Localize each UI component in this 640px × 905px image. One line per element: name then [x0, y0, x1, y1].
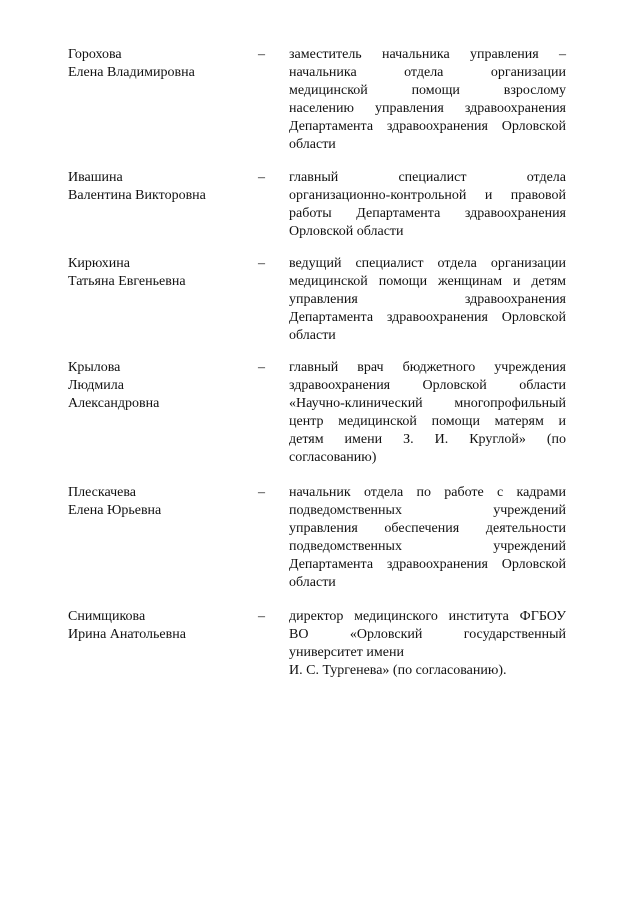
member-position — [289, 484, 566, 592]
position-line: ВО «Орловский государственный — [289, 627, 566, 642]
position-line: управления обеспечения деятельности — [289, 521, 566, 536]
position-line: университет имени — [289, 645, 404, 660]
member-position — [289, 46, 566, 154]
position-line: согласованию) — [289, 450, 377, 465]
position-line: детям имени З. И. Круглой» (по — [289, 432, 566, 447]
position-line: здравоохранения Орловской области — [289, 378, 566, 393]
position-line: подведомственных учреждений — [289, 503, 566, 518]
position-line: Департамента здравоохранения Орловской — [289, 119, 566, 134]
member-name — [68, 169, 248, 205]
member-name — [68, 608, 248, 644]
position-line: населению управления здравоохранения — [289, 101, 566, 116]
position-line: главный врач бюджетного учреждения — [289, 360, 566, 375]
position-line: медицинской помощи женщинам и детям — [289, 274, 566, 289]
position-line: Департамента здравоохранения Орловской — [289, 557, 566, 572]
name-line: Кирюхина — [68, 256, 130, 271]
position-line: медицинской помощи взрослому — [289, 83, 566, 98]
dash-separator: – — [258, 256, 265, 271]
position-line: работы Департамента здравоохранения — [289, 206, 566, 221]
position-line: начальника отдела организации — [289, 65, 566, 80]
member-name — [68, 484, 248, 520]
member-name — [68, 255, 248, 291]
position-line: подведомственных учреждений — [289, 539, 566, 554]
position-line: управления здравоохранения — [289, 292, 566, 307]
dash-separator: – — [258, 360, 265, 375]
dash-separator: – — [258, 485, 265, 500]
position-line: начальник отдела по работе с кадрами — [289, 485, 566, 500]
name-line: Горохова — [68, 47, 122, 62]
member-position — [289, 608, 566, 680]
name-line: Плескачева — [68, 485, 137, 500]
position-line: И. С. Тургенева» (по согласованию). — [289, 663, 507, 678]
name-line: Ирина Анатольевна — [68, 627, 186, 642]
member-position — [289, 255, 566, 345]
name-line: Елена Владимировна — [68, 65, 195, 80]
name-line: Елена Юрьевна — [68, 503, 162, 518]
position-line: центр медицинской помощи матерям и — [289, 414, 566, 429]
position-line: Департамента здравоохранения Орловской — [289, 310, 566, 325]
member-position — [289, 359, 566, 467]
position-line: области — [289, 137, 336, 152]
name-line: Татьяна Евгеньевна — [68, 274, 186, 289]
member-name — [68, 359, 248, 413]
position-line: области — [289, 575, 336, 590]
dash-separator: – — [258, 170, 265, 185]
position-line: Орловской области — [289, 224, 404, 239]
position-line: «Научно-клинический многопрофильный — [289, 396, 566, 411]
position-line: ведущий специалист отдела организации — [289, 256, 566, 271]
name-line: Валентина Викторовна — [68, 188, 206, 203]
name-line: Ивашина — [68, 170, 123, 185]
position-line: директор медицинского института ФГБОУ — [289, 609, 566, 624]
dash-separator: – — [258, 47, 265, 62]
position-line: главный специалист отдела — [289, 170, 566, 185]
name-line: Александровна — [68, 396, 160, 411]
member-position — [289, 169, 566, 241]
name-line: Снимщикова — [68, 609, 146, 624]
position-line: области — [289, 328, 336, 343]
name-line: Людмила — [68, 378, 124, 393]
position-line: заместитель начальника управления – — [289, 47, 566, 62]
name-line: Крылова — [68, 360, 121, 375]
member-name — [68, 46, 248, 82]
position-line: организационно-контрольной и правовой — [289, 188, 566, 203]
dash-separator: – — [258, 609, 265, 624]
